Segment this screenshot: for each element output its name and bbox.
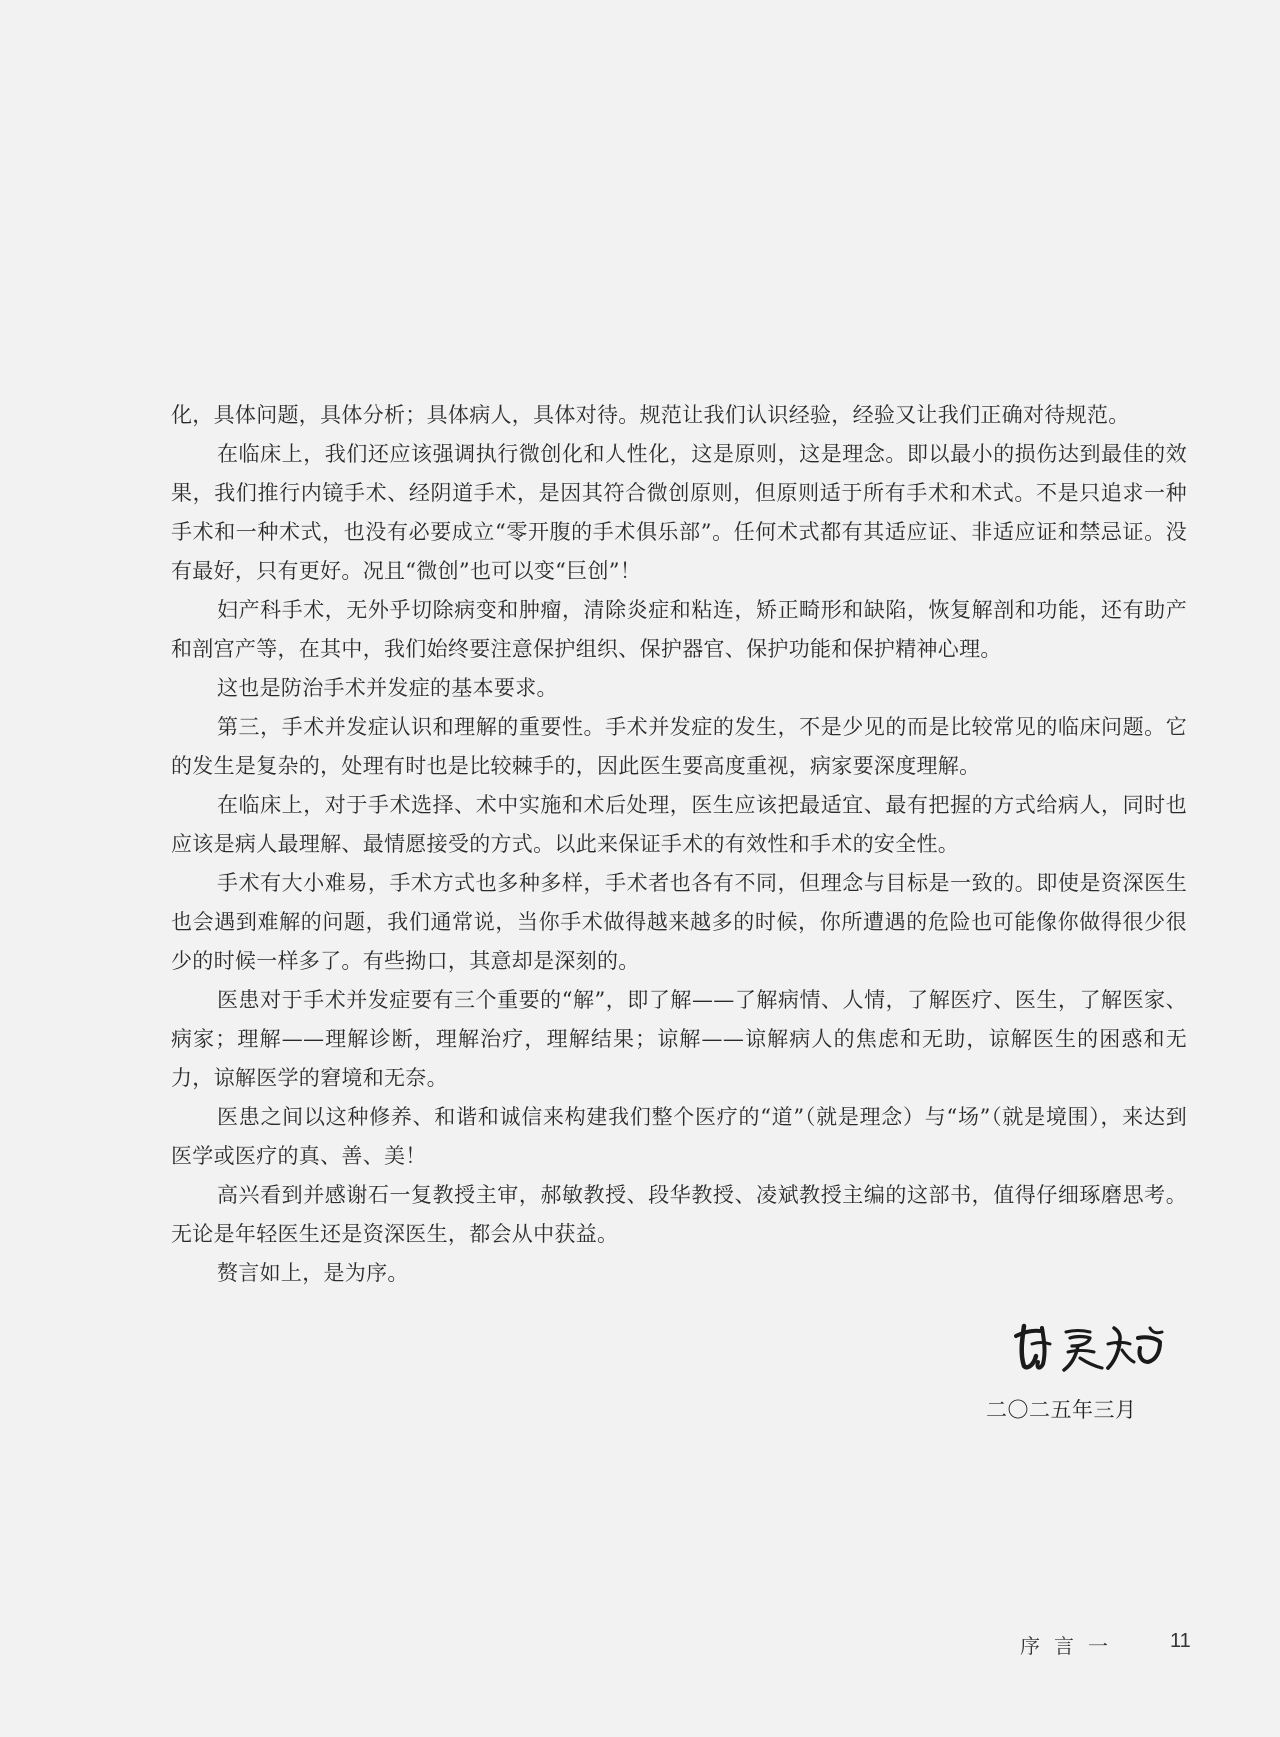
body-paragraph: 第三，手术并发症认识和理解的重要性。手术并发症的发生，不是少见的而是比较常见的临床问题。它的发生是复杂的，处理有时也是比较棘手的，因此医生要高度重视，病家要深度理解。 bbox=[171, 715, 1187, 778]
body-text bbox=[171, 396, 1187, 1293]
body-paragraph: 手术有大小难易，手术方式也多种多样，手术者也各有不同，但理念与目标是一致的。即使是资深医生也会遇到难解的问题，我们通常说，当你手术做得越来越多的时候，你所遭遇的危险也可能像你做得很少很少的时候一样多了。有些拗口，其意却是深刻的。 bbox=[171, 871, 1187, 973]
body-paragraph: 高兴看到并感谢石一复教授主审，郝敏教授、段华教授、凌斌教授主编的这部书，值得仔细琢磨思考。无论是年轻医生还是资深医生，都会从中获益。 bbox=[171, 1183, 1187, 1246]
signature-date: 二〇二五年三月 bbox=[986, 1398, 1137, 1422]
body-paragraph: 赘言如上，是为序。 bbox=[217, 1261, 409, 1285]
body-paragraph: 在临床上，对于手术选择、术中实施和术后处理，医生应该把最适宜、最有把握的方式给病人，同时也应该是病人最理解、最情愿接受的方式。以此来保证手术的有效性和手术的安全性。 bbox=[171, 793, 1187, 856]
body-paragraph: 妇产科手术，无外乎切除病变和肿瘤，清除炎症和粘连，矫正畸形和缺陷，恢复解剖和功能，还有助产和剖宫产等，在其中，我们始终要注意保护组织、保护器官、保护功能和保护精神心理。 bbox=[171, 598, 1187, 661]
running-footer-title: 序言一 bbox=[1020, 1634, 1122, 1658]
body-paragraph: 这也是防治手术并发症的基本要求。 bbox=[217, 676, 558, 700]
body-paragraph: 医患之间以这种修养、和谐和诚信来构建我们整个医疗的“道”（就是理念）与“场”（就是境围），来达到医学或医疗的真、善、美！ bbox=[171, 1105, 1187, 1168]
body-paragraph: 化，具体问题，具体分析；具体病人，具体对待。规范让我们认识经验，经验又让我们正确对待规范。 bbox=[171, 403, 1130, 427]
page-number: 11 bbox=[1170, 1630, 1191, 1652]
handwritten-signature bbox=[1010, 1318, 1170, 1376]
body-paragraph: 在临床上，我们还应该强调执行微创化和人性化，这是原则，这是理念。即以最小的损伤达到最佳的效果，我们推行内镜手术、经阴道手术，是因其符合微创原则，但原则适于所有手术和术式。不是只追求一种手术和一种术式，也没有必要成立“零开腹的手术俱乐部”。任何术式都有其适应证、非适应证和禁忌证。没有最好，只有更好。况且“微创”也可以变“巨创”！ bbox=[171, 442, 1187, 583]
body-paragraph: 医患对于手术并发症要有三个重要的“解”，即了解——了解病情、人情，了解医疗、医生，了解医家、病家；理解——理解诊断，理解治疗，理解结果；谅解——谅解病人的焦虑和无助，谅解医生的困惑和无力，谅解医学的窘境和无奈。 bbox=[171, 988, 1187, 1090]
